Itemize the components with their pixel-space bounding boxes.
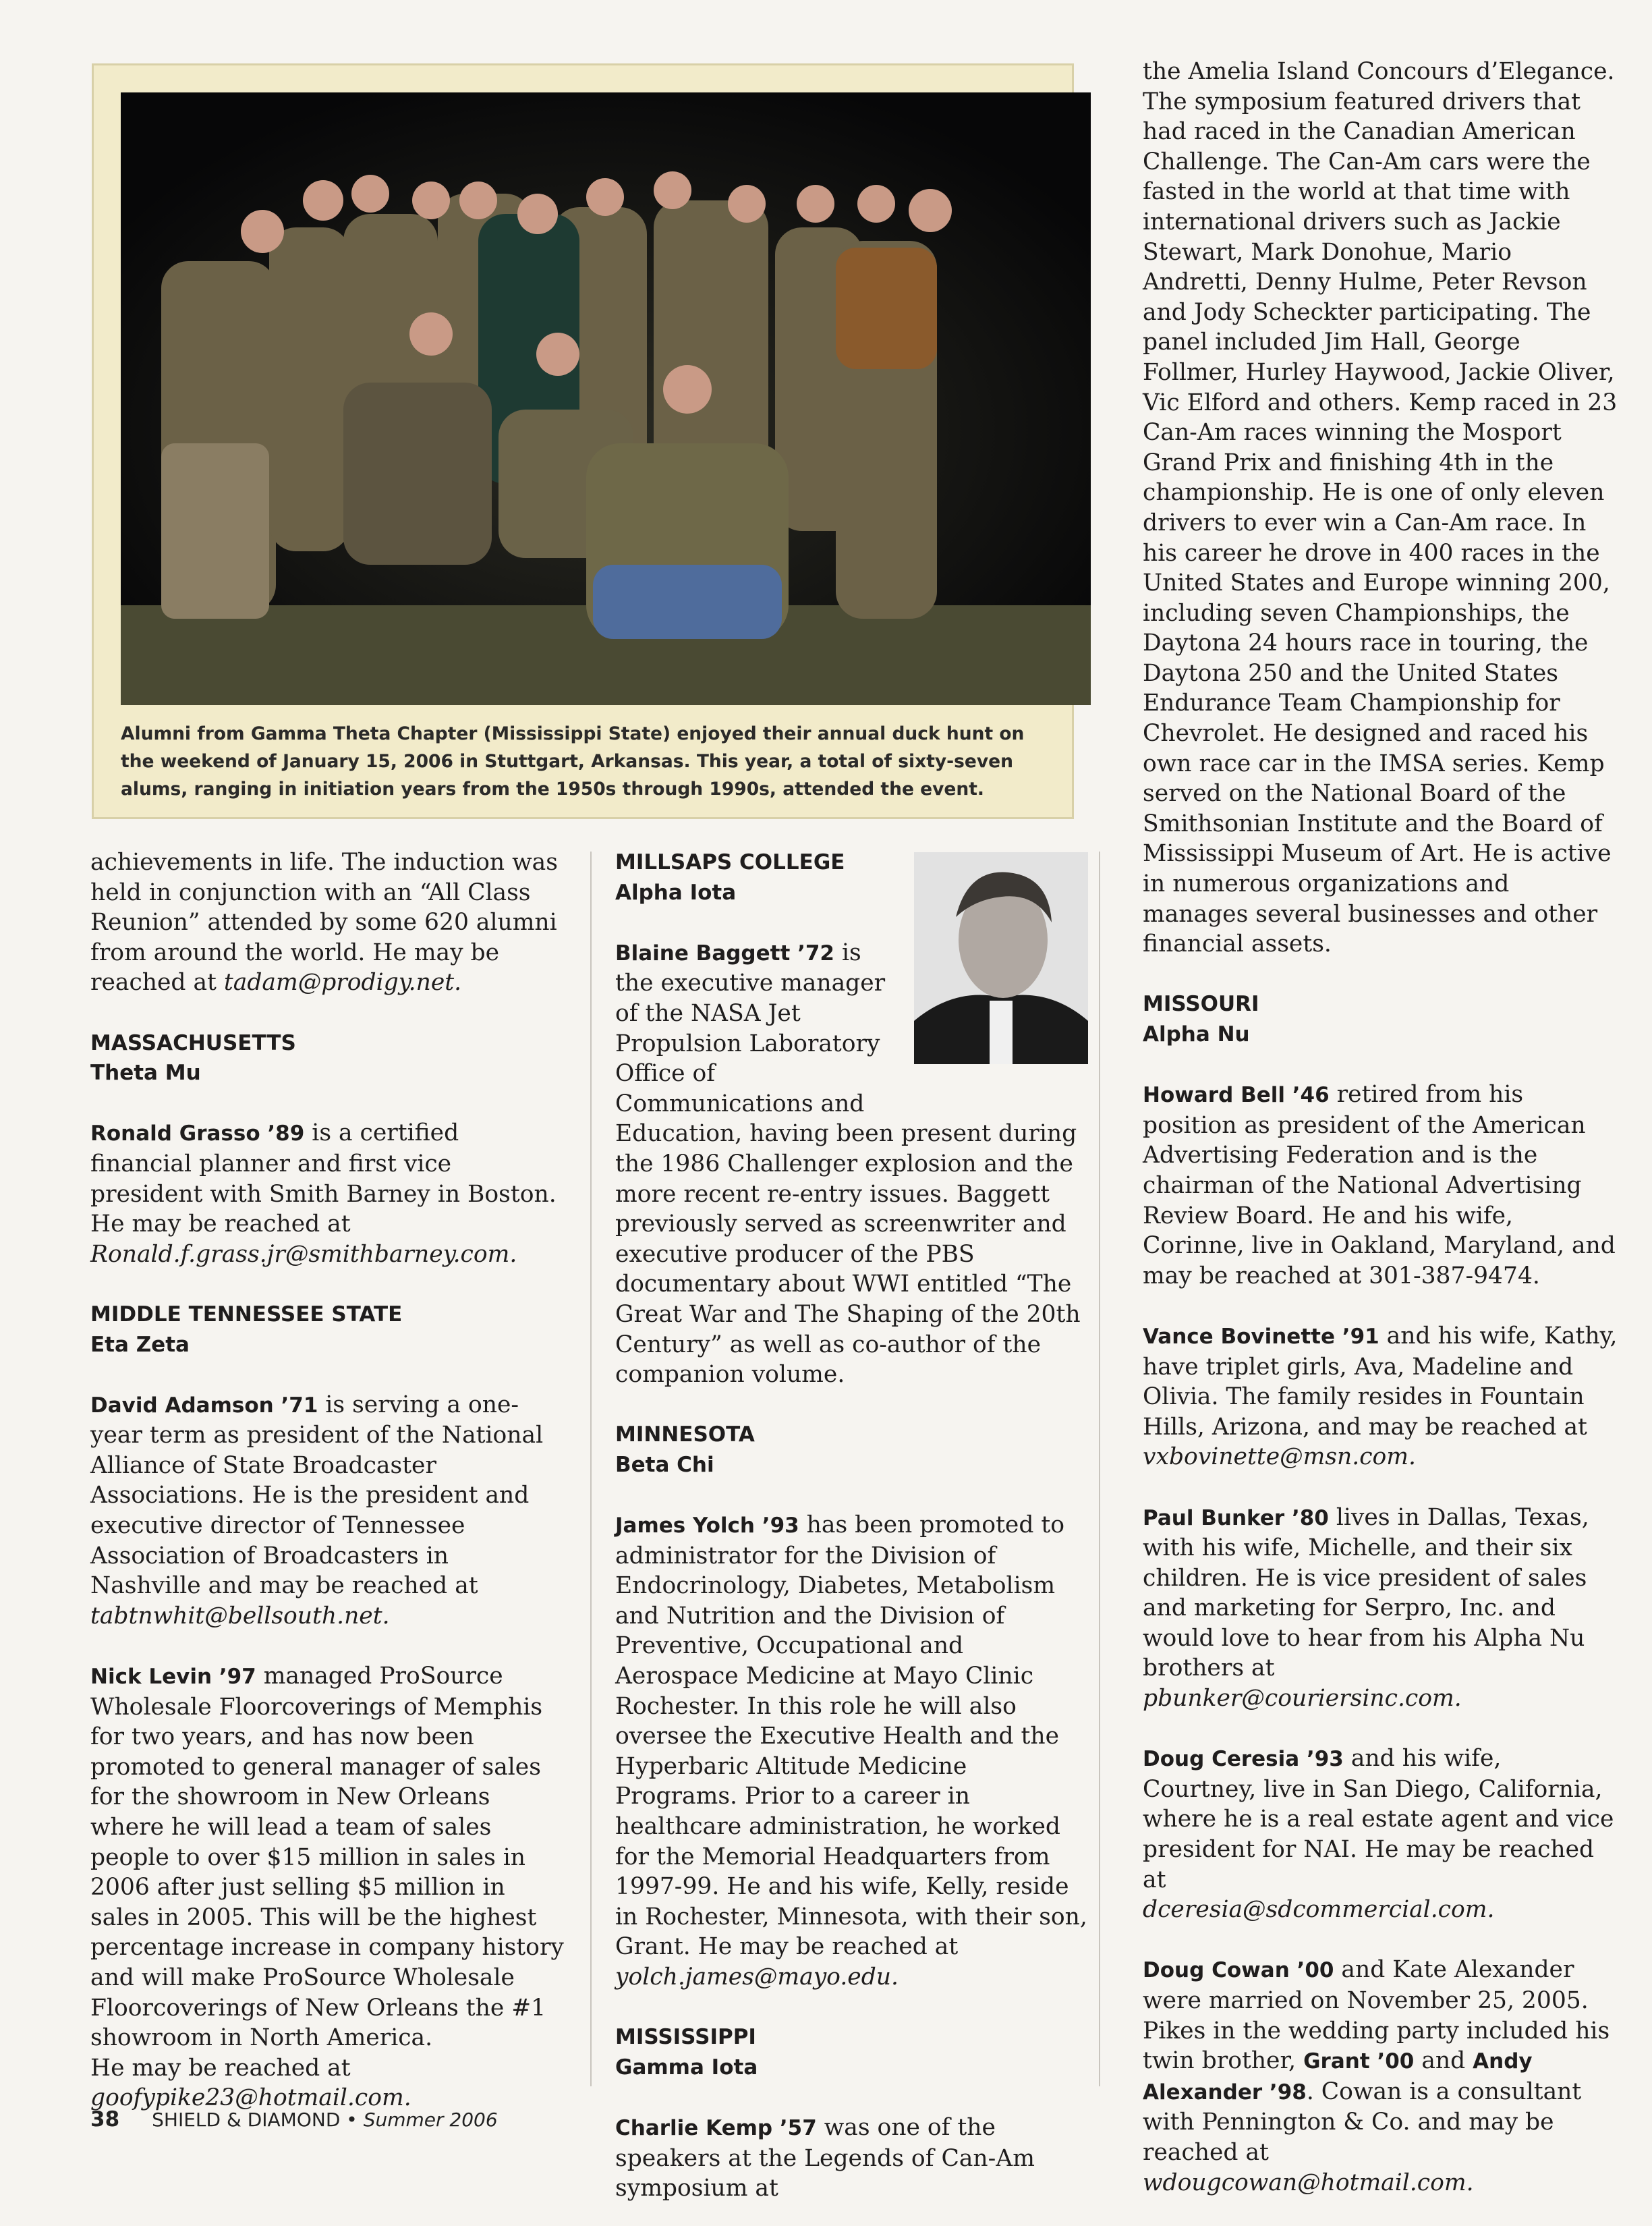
paragraph: David Adamson ’71 is serving a one-year term as president of the National Alliance of State Broadcaster Associations. He is the president and executive director of Tennessee Association of Broadcasters in Nashville and may be reached at tabtnwhit@bellsouth.net. — [90, 1391, 544, 1630]
page-number: 38 — [90, 2107, 120, 2132]
column-1 — [90, 847, 566, 2113]
alumnus-name: Doug Ceresia ’93 — [1143, 1747, 1344, 1772]
column-divider — [590, 852, 592, 2086]
alumnus-name: Vance Bovinette ’91 — [1143, 1324, 1379, 1349]
alumnus-name: Charlie Kemp ’57 — [615, 2115, 817, 2140]
paragraph: Ronald Grasso ’89 is a certified financial planner and first vice president with Smith Barney in Boston. He may be reached at Ronald.f.grass.jr@smithbarney.com. — [90, 1119, 557, 1268]
issue-label: Summer 2006 — [363, 2109, 498, 2131]
email: pbunker@couriersinc.com. — [1143, 1685, 1462, 1713]
alumnus-name: Nick Levin ’97 — [90, 1665, 256, 1690]
paragraph: Vance Bovinette ’91 and his wife, Kathy, have triplet girls, Ava, Madeline and Olivia. The family resides in Fountain Hills, Arizona, and may be reached at vxbovinette@msn.com. — [1143, 1322, 1618, 1471]
section-state: MISSISSIPPI — [615, 2025, 756, 2050]
section-chapter: Alpha Iota — [615, 880, 737, 905]
paragraph: Doug Cowan ’00 and Kate Alexander were married on November 25, 2005. Pikes in the wedding party included his twin brother, Grant ’00 and Andy Alexander ’98. Cowan is a consultant with Pennington & Co. and may be reached at wdougcowan@hotmail.com. — [1143, 1956, 1610, 2196]
paragraph: achievements in life. The induction was held in conjunction with an “All Class Reunion” attended by some 620 alumni from around the world. He may be reached at tadam@prodigy.net. — [90, 849, 558, 997]
paragraph: Paul Bunker ’80 lives in Dallas, Texas, with his wife, Michelle, and their six children. He is vice president of sales and marketing for Serpro, Inc. and would love to hear from his Alpha Nu brothers at pbunker@couriersinc.com. — [1143, 1503, 1589, 1713]
section-chapter: Eta Zeta — [90, 1332, 190, 1357]
section-state: MIDDLE TENNESSEE STATE — [90, 1302, 403, 1327]
email: Ronald.f.grass.jr@smithbarney.com. — [90, 1240, 517, 1268]
paragraph: Blaine Baggett ’72 is the executive manager of the NASA Jet Propulsion Laboratory Office of Communications and — [615, 939, 886, 1117]
section-state: MINNESOTA — [615, 1422, 755, 1447]
alumnus-name: Blaine Baggett ’72 — [615, 941, 834, 966]
email: yolch.james@mayo.edu. — [615, 1963, 899, 1991]
alumnus-name: James Yolch ’93 — [615, 1513, 799, 1538]
paragraph: Charlie Kemp ’57 was one of the speakers at the Legends of Can-Am symposium at — [615, 2113, 1035, 2202]
page-footer — [90, 2107, 498, 2132]
group-photo — [121, 92, 1091, 705]
email: tabtnwhit@bellsouth.net. — [90, 1602, 390, 1630]
alumnus-name: Grant ’00 — [1303, 2049, 1415, 2074]
alumnus-name: Paul Bunker ’80 — [1143, 1505, 1329, 1530]
paragraph: Doug Ceresia ’93 and his wife, Courtney, live in San Diego, California, where he is a real estate agent and vice president for NAI. He may be reached at dceresia@sdcommercial.com. — [1143, 1745, 1614, 1924]
email: vxbovinette@msn.com. — [1143, 1443, 1416, 1471]
email: wdougcowan@hotmail.com. — [1143, 2169, 1474, 2196]
alumnus-name: Howard Bell ’46 — [1143, 1083, 1330, 1108]
column-divider — [1099, 852, 1100, 2086]
alumnus-name: Doug Cowan ’00 — [1143, 1958, 1334, 1983]
photo-frame — [92, 63, 1074, 819]
email: tadam@prodigy.net. — [223, 969, 462, 997]
magazine-title: SHIELD & DIAMOND — [152, 2109, 341, 2131]
paragraph: James Yolch ’93 has been promoted to administrator for the Division of Endocrinology, Diabetes, Metabolism and Nutrition and the Division of Preventive, Occupational and Aerospace Medicine at Mayo Clinic Rochester. In this role he will also oversee the Executive Health and the Hyperbaric Altitude Medicine Programs. Prior to a career in healthcare administration, he worked for the Memorial Headquarters from 1997-99. He and his wife, Kelly, reside in Rochester, Minnesota, with their son, Grant. He may be reached at yolch.james@mayo.edu. — [615, 1511, 1087, 1991]
alumnus-name: Ronald Grasso ’89 — [90, 1121, 305, 1146]
section-chapter: Beta Chi — [615, 1452, 714, 1477]
paragraph: Nick Levin ’97 managed ProSource Wholesale Floorcoverings of Memphis for two years, and has now been promoted to general manager of sales for the showroom in New Orleans where he will lead a team of sales people to over $15 million in sales in 2006 after just selling $5 million in sales in 2005. This will be the highest percentage increase in company history and will make ProSource Wholesale Floorcoverings of New Orleans the #1 showroom in North America. He may be reached at goofypike23@hotmail.com. — [90, 1663, 564, 2112]
email: dceresia@sdcommercial.com. — [1143, 1896, 1495, 1924]
paragraph: Education, having been present during the 1986 Challenger explosion and the more recent re-entry issues. Baggett previously served as screenwriter and executive producer of the PBS documentary about WWI entitled “The Great War and The Shaping of the 20th Century” as well as co-author of the companion volume. — [615, 1120, 1081, 1389]
paragraph: Howard Bell ’46 retired from his position as president of the American Advertising Federation and is the chairman of the National Advertising Review Board. He and his wife, Corinne, live in Oakland, Maryland, and may be reached at 301-387-9474. — [1143, 1081, 1616, 1289]
photo-caption: Alumni from Gamma Theta Chapter (Mississippi State) enjoyed their annual duck hunt on the weekend of January 15, 2006 in Stuttgart, Arkansas. This year, a total of sixty-seven alums, ranging in initiation years from the 1950s through 1990s, attended the event. — [121, 723, 1025, 800]
section-chapter: Alpha Nu — [1143, 1022, 1250, 1047]
section-state: MISSOURI — [1143, 992, 1259, 1017]
section-chapter: Gamma Iota — [615, 2055, 758, 2080]
alumnus-name: Andy Alexander ’98 — [1143, 2049, 1533, 2105]
column-3 — [1143, 57, 1618, 2198]
footer-separator: • — [340, 2109, 364, 2131]
section-state: MILLSAPS COLLEGE — [615, 850, 845, 874]
paragraph: the Amelia Island Concours d’Elegance. The symposium featured drivers that had raced in the Canadian American Challenge. The Can-Am cars were the fasted in the world at that time with international drivers such as Jackie Stewart, Mark Donohue, Mario Andretti, Denny Hulme, Peter Revson and Jody Scheckter participating. The panel included Jim Hall, George Follmer, Hurley Haywood, Jackie Oliver, Vic Elford and others. Kemp raced in 23 Can-Am races winning the Mosport Grand Prix and finishing 4th in the championship. He is one of only eleven drivers to ever win a Can-Am race. In his career he drove in 400 races in the United States and Europe winning 200, including seven Championships, the Daytona 24 hours race in touring, the Daytona 250 and the United States Endurance Team Championship for Chevrolet. He designed and raced his own race car in the IMSA series. Kemp served on the National Board of the Smithsonian Institute and the Board of Mississippi Museum of Art. He is active in numerous organizations and manages several businesses and other financial assets. — [1143, 58, 1618, 958]
section-chapter: Theta Mu — [90, 1061, 201, 1086]
section-state: MASSACHUSETTS — [90, 1030, 296, 1055]
column-2 — [615, 847, 1087, 2204]
email: goofypike23@hotmail.com. — [90, 2084, 411, 2112]
alumnus-name: David Adamson ’71 — [90, 1393, 318, 1418]
